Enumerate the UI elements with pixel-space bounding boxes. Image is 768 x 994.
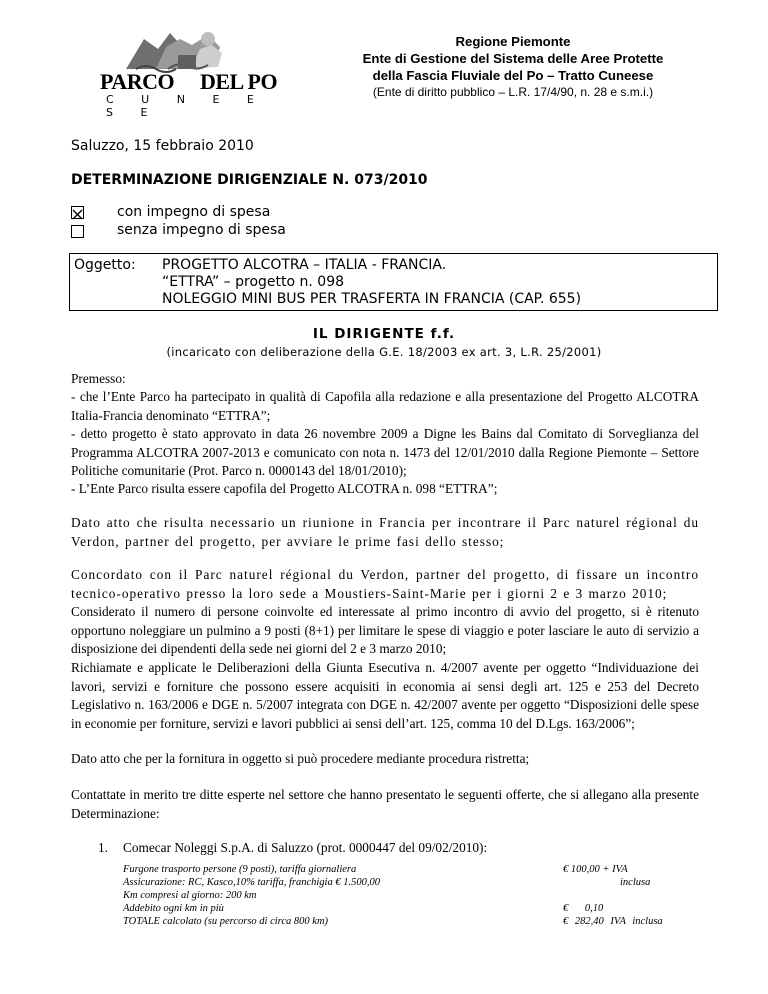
offer-line-totale: TOTALE calcolato (su percorso di circa 800 km) xyxy=(123,916,329,927)
checkbox-label-senza-impegno: senza impegno di spesa xyxy=(117,222,286,238)
offer-line-assicurazione: Assicurazione: RC, Kasco,10% tariffa, franchigia € 1.500,00 xyxy=(123,877,380,888)
paragraph-considerato: Considerato il numero di persone coinvolte ed interessate al primo incontro di avvio del progetto, si è ritenuto opportuno noleggiare un pulmino a 9 posti (8+1) per limitare le spese di viaggio e poter lasciare le auto di servizio a disposizione dei dipendenti della sede nei giorni del 2 e 3 marzo 2010; xyxy=(71,604,699,656)
checkbox-x-mark-icon xyxy=(72,209,83,220)
parco-del-po-logo xyxy=(96,27,286,119)
incaricato-note: (incaricato con deliberazione della G.E. 18/2003 ex art. 3, L.R. 25/2001) xyxy=(166,345,602,359)
premesso-item-2: - detto progetto è stato approvato in data 26 novembre 2009 a Digne les Bains dal Comitato di Sorveglianza del Programma ALCOTRA 2007-2013 e comunicato con nota n. 1473 del 12/01/2010 dalla Regione Piemonte – Settore Politiche comunitarie (Prot. Parco n. 0000143 del 18/01/2010); xyxy=(71,426,699,478)
paragraph-concordato: Concordato con il Parc naturel régional du Verdon, partner del progetto, di fissare un incontro tecnico-operativo presso la loro sede a Moustiers-Saint-Marie per i giorni 2 e 3 marzo 2010; xyxy=(71,567,699,601)
offer-price-inclusa: inclusa xyxy=(620,877,651,888)
paragraph-contattate: Contattate in merito tre ditte esperte nel settore che hanno presentato le seguenti offerte, che si allegano alla presente Determinazione: xyxy=(71,787,699,821)
oggetto-line-2: “ETTRA” – progetto n. 098 xyxy=(162,274,345,290)
logo-word-parco: PARCO xyxy=(100,69,175,94)
offer-price-tariffa: € 100,00 + IVA xyxy=(563,864,628,875)
dirigente-heading: IL DIRIGENTE f.f. xyxy=(312,326,456,342)
header-ente: Ente di Gestione del Sistema delle Aree Protette xyxy=(362,51,664,66)
offer-line-km-compresi: Km compresi al giorno: 200 km xyxy=(123,890,257,901)
checkbox-senza-impegno xyxy=(71,225,84,238)
header-region: Regione Piemonte xyxy=(455,34,571,49)
paragraph-dato-atto: Dato atto che risulta necessario un riunione in Francia per incontrare il Parc naturel régional du Verdon, partner del progetto, per avviare le prime fasi dello stesso; xyxy=(71,515,699,549)
date-line: Saluzzo, 15 febbraio 2010 xyxy=(71,138,254,154)
premesso-item-3: - L’Ente Parco risulta essere capofila del Progetto ALCOTRA n. 098 “ETTRA”; xyxy=(71,481,498,496)
premesso-heading: Premesso: xyxy=(71,371,126,386)
offer-title: Comecar Noleggi S.p.A. di Saluzzo (prot. 0000447 del 09/02/2010): xyxy=(123,840,488,855)
logo-word-cuneese: C U N E E S E xyxy=(106,93,266,119)
header-fascia: della Fascia Fluviale del Po – Tratto Cuneese xyxy=(372,68,654,83)
paragraph-procedura: Dato atto che per la fornitura in oggetto si può procedere mediante procedura ristretta; xyxy=(71,751,530,766)
oggetto-label: Oggetto: xyxy=(74,257,136,273)
premesso-item-1: - che l’Ente Parco ha partecipato in qualità di Capofila alla redazione e alla presentazione del Progetto ALCOTRA Italia-Francia denominato “ETTRA”; xyxy=(71,389,699,423)
paragraph-richiamate: Richiamate e applicate le Deliberazioni della Giunta Esecutiva n. 4/2007 avente per oggetto “Individuazione dei lavori, servizi e forniture che possono essere acquisiti in economia ai sensi degli art. 125 e 253 del Decreto Legislativo n. 163/2006 e DGE n. 5/2007 integrata con DGE n. 42/2007 avente per oggetto “Disposizioni delle spese in economie per forniture, servizi e lavori pubblici ai sensi dell’art. 125, comma 10 del D.Lgs. 163/2006”; xyxy=(71,660,699,731)
checkbox-con-impegno xyxy=(71,206,84,219)
offer-number: 1. xyxy=(98,840,108,855)
oggetto-line-1: PROGETTO ALCOTRA – ITALIA - FRANCIA. xyxy=(162,257,447,273)
offer-price-addebito: € 0,10 xyxy=(563,903,604,914)
logo-word-del-po: DEL PO xyxy=(200,69,278,94)
offer-line-addebito: Addebito ogni km in più xyxy=(123,903,224,914)
determination-title: DETERMINAZIONE DIRIGENZIALE N. 073/2010 xyxy=(71,172,428,188)
checkbox-label-con-impegno: con impegno di spesa xyxy=(117,204,271,220)
offer-line-tariffa: Furgone trasporto persone (9 posti), tariffa giornaliera xyxy=(123,864,357,875)
oggetto-line-3: NOLEGGIO MINI BUS PER TRASFERTA IN FRANCIA (CAP. 655) xyxy=(162,291,582,307)
header-legal: (Ente di diritto pubblico – L.R. 17/4/90, n. 28 e s.m.i.) xyxy=(372,85,654,99)
offer-price-totale: € 282,40 IVA inclusa xyxy=(563,916,663,927)
